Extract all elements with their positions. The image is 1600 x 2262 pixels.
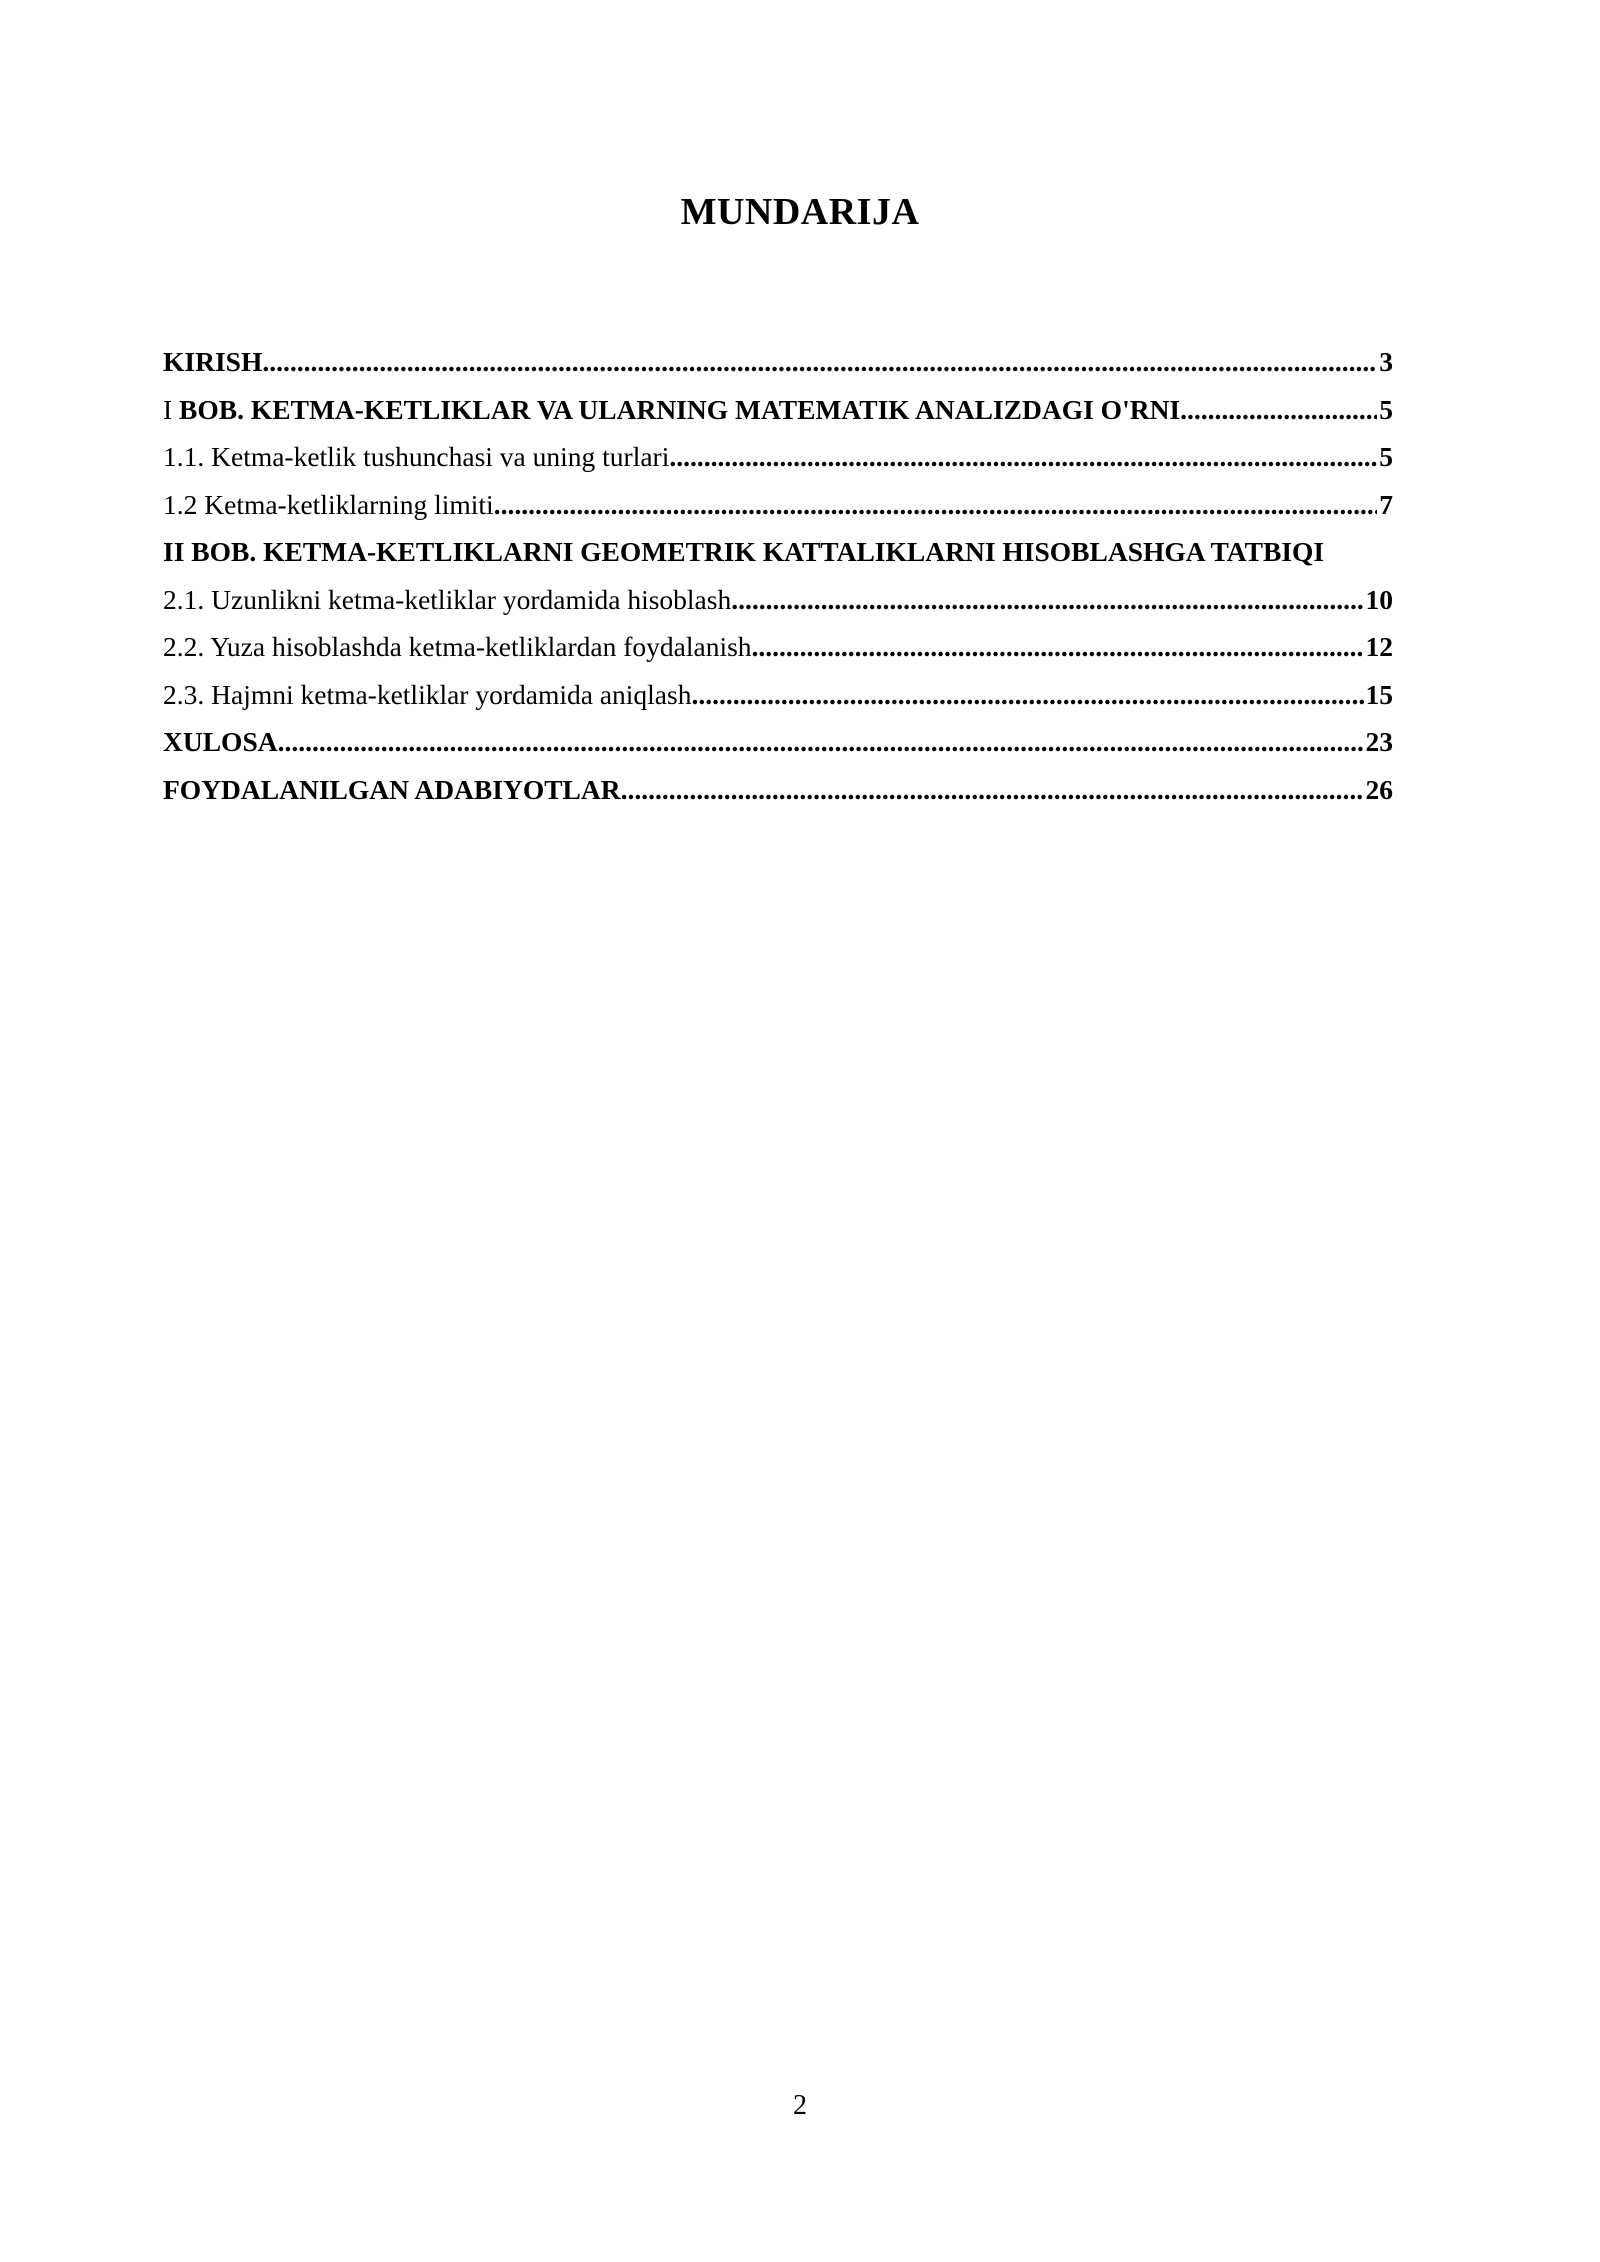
toc-dot-leader — [731, 576, 1363, 624]
toc-entry-label: 1.2 Ketma-ketliklarning limiti — [163, 488, 494, 520]
toc-entry-prefix: I — [163, 393, 180, 425]
toc-entry-section-2-3[interactable] — [163, 671, 1393, 719]
toc-entry-page: 5 — [1379, 393, 1393, 425]
toc-dot-leader — [1180, 386, 1377, 434]
toc-entry-section-2-2[interactable] — [163, 623, 1393, 671]
toc-entry-adabiyotlar[interactable] — [163, 766, 1393, 814]
toc-entry-page: 26 — [1365, 773, 1393, 805]
toc-entry-label: 2.3. Hajmni ketma-ketliklar yordamida aniqlash — [163, 678, 692, 710]
toc-entry-label: BOB. KETMA-KETLIKLAR VA ULARNING MATEMATIK ANALIZDAGI O'RNI — [179, 393, 1181, 425]
page-title: MUNDARIJA — [680, 191, 920, 233]
toc-entry-label: 2.1. Uzunlikni ketma-ketliklar yordamida hisoblash — [163, 583, 732, 615]
toc-dot-leader — [621, 766, 1364, 814]
toc-entry-label: 2.2. Yuza hisoblashda ketma-ketliklardan foydalanish — [163, 631, 752, 662]
toc-entry-label: 1.1. Ketma-ketlik tushunchasi va uning turlari — [163, 441, 670, 472]
toc-entry-page: 3 — [1379, 346, 1393, 377]
toc-dot-leader — [752, 623, 1364, 671]
toc-dot-leader — [691, 671, 1363, 719]
toc-entry-chapter-1[interactable] — [163, 386, 1393, 434]
toc-entry-chapter-2[interactable] — [163, 528, 1393, 576]
page-number: 2 — [793, 2090, 807, 2121]
toc-entry-section-1-1[interactable] — [163, 433, 1393, 481]
toc-entry-page: 10 — [1365, 583, 1393, 615]
toc-dot-leader — [669, 433, 1377, 481]
toc-entry-label: II BOB. KETMA-KETLIKLARNI GEOMETRIK KATTALIKLARNI HISOBLASHGA TATBIQI — [163, 536, 1325, 567]
toc-entry-page: 23 — [1365, 726, 1393, 757]
toc-entry-page: 5 — [1379, 441, 1393, 472]
toc-entry-label: XULOSA — [163, 726, 278, 757]
toc-entry-label: KIRISH — [163, 346, 263, 377]
toc-entry-xulosa[interactable] — [163, 718, 1393, 766]
toc-entry-page: 7 — [1379, 488, 1393, 520]
toc-dot-leader — [262, 338, 1377, 386]
toc-dot-leader — [278, 718, 1364, 766]
table-of-contents — [163, 338, 1393, 813]
toc-entry-section-2-1[interactable] — [163, 576, 1393, 624]
toc-dot-leader — [494, 481, 1378, 529]
toc-entry-label: FOYDALANILGAN ADABIYOTLAR — [163, 773, 621, 805]
toc-entry-kirish[interactable] — [163, 338, 1393, 386]
toc-entry-section-1-2[interactable] — [163, 481, 1393, 529]
toc-entry-page: 12 — [1365, 631, 1393, 662]
toc-entry-page: 15 — [1365, 678, 1393, 710]
